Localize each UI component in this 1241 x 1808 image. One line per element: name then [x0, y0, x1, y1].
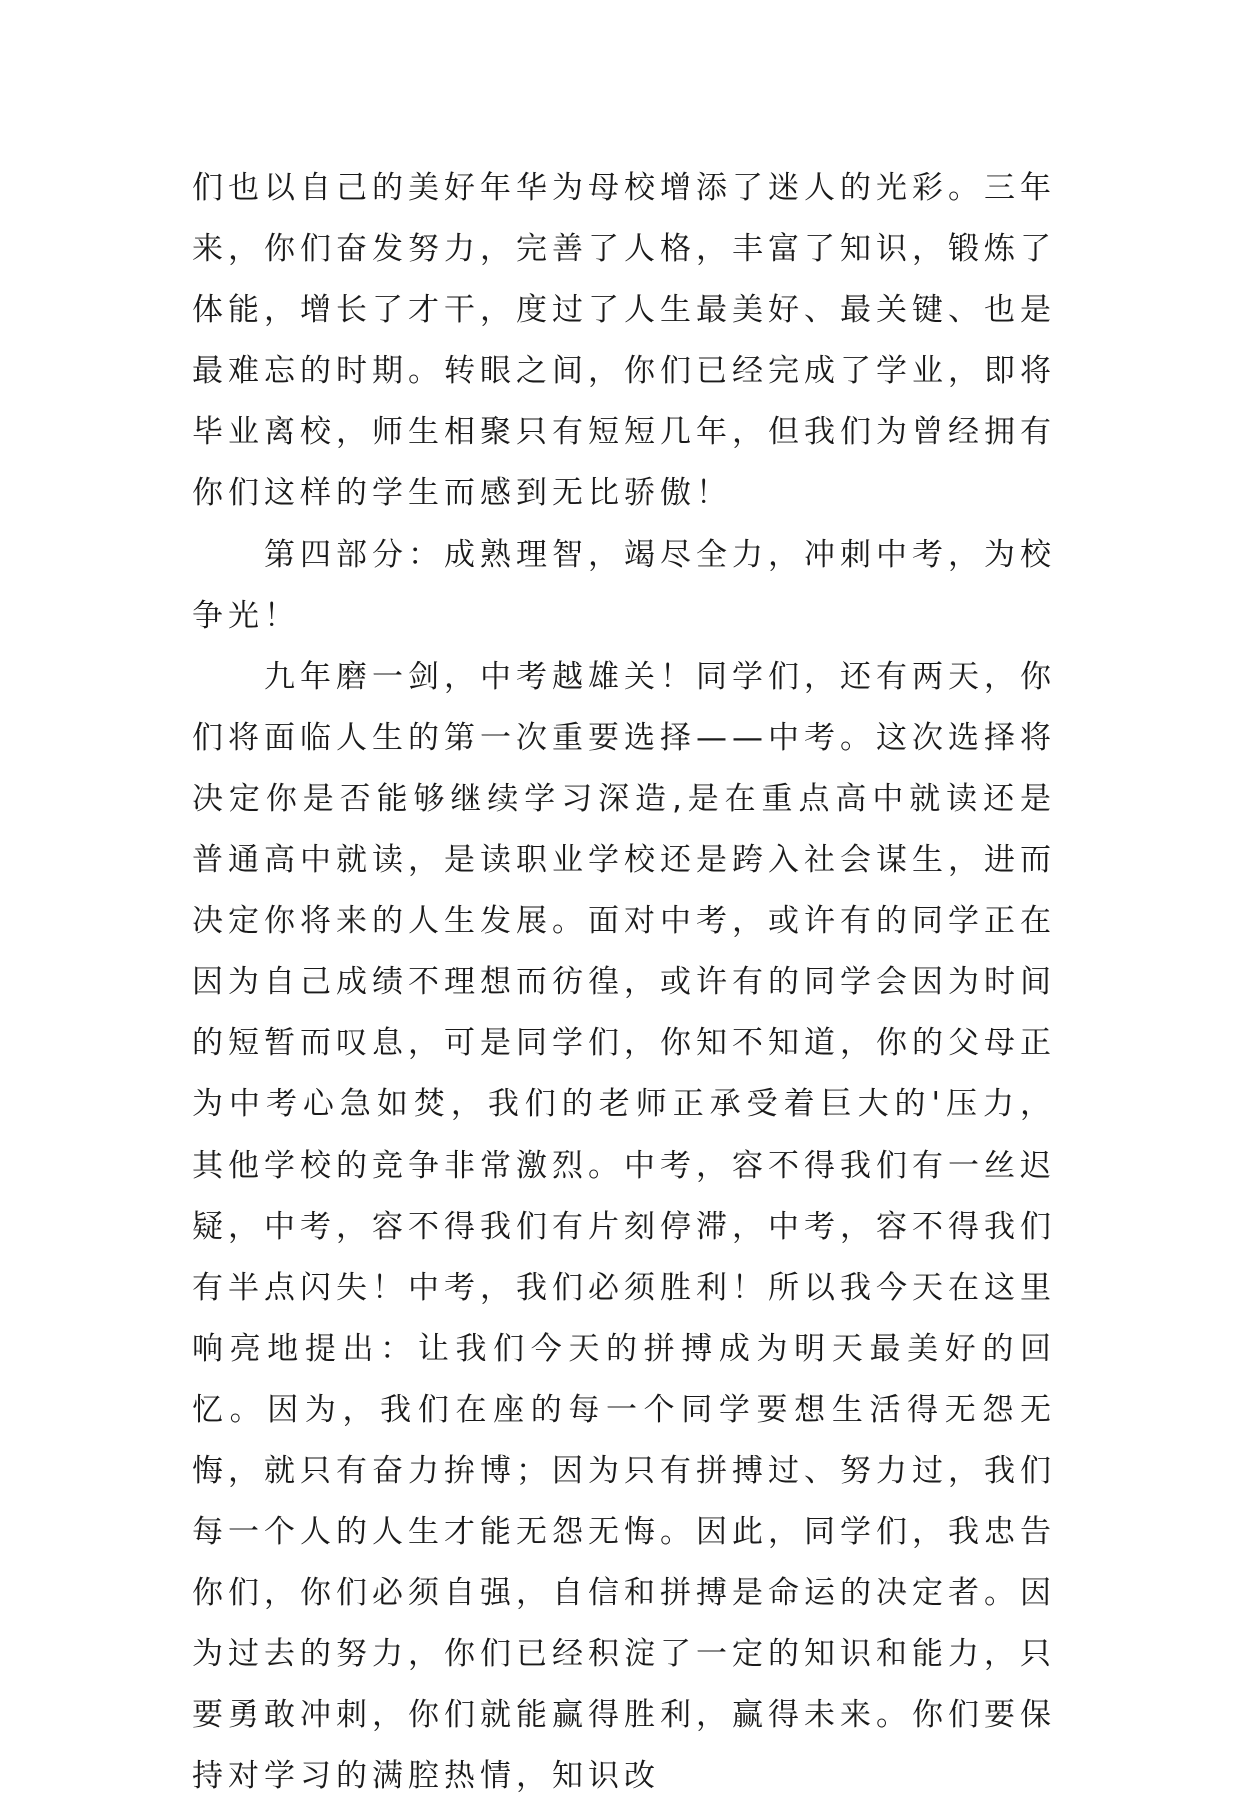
paragraph-body: 九年磨一剑，中考越雄关！同学们，还有两天，你们将面临人生的第一次重要选择——中考。这次选择将决定你是否能够继续学习深造,是在重点高中就读还是普通高中就读，是读职业学校还是跨入社会谋生，进而决定你将来的人生发展。面对中考，或许有的同学正在因为自己成绩不理想而彷徨，或许有的同学会因为时间的短暂而叹息，可是同学们，你知不知道，你的父母正为中考心急如焚，我们的老师正承受着巨大的'压力，其他学校的竞争非常激烈。中考，容不得我们有一丝迟疑，中考，容不得我们有片刻停滞，中考，容不得我们有半点闪失！中考，我们必须胜利！所以我今天在这里响亮地提出：让我们今天的拼搏成为明天最美好的回忆。因为，我们在座的每一个同学要想生活得无怨无悔，就只有奋力拚博；因为只有拼搏过、努力过，我们每一个人的人生才能无怨无悔。因此，同学们，我忠告你们，你们必须自强，自信和拼搏是命运的决定者。因为过去的努力，你们已经积淀了一定的知识和能力，只要勇敢冲刺，你们就能赢得胜利，赢得未来。你们要保持对学习的满腔热情，知识改	[192, 658, 1056, 1795]
document-body	[192, 158, 1056, 1808]
section-heading: 第四部分：成熟理智，竭尽全力，冲刺中考，为校争光！	[192, 536, 1056, 634]
paragraph-continuation: 们也以自己的美好年华为母校增添了迷人的光彩。三年来，你们奋发努力，完善了人格，丰富了知识，锻炼了体能，增长了才干，度过了人生最美好、最关键、也是最难忘的时期。转眼之间，你们已经完成了学业，即将毕业离校，师生相聚只有短短几年，但我们为曾经拥有你们这样的学生而感到无比骄傲！	[192, 170, 1056, 512]
